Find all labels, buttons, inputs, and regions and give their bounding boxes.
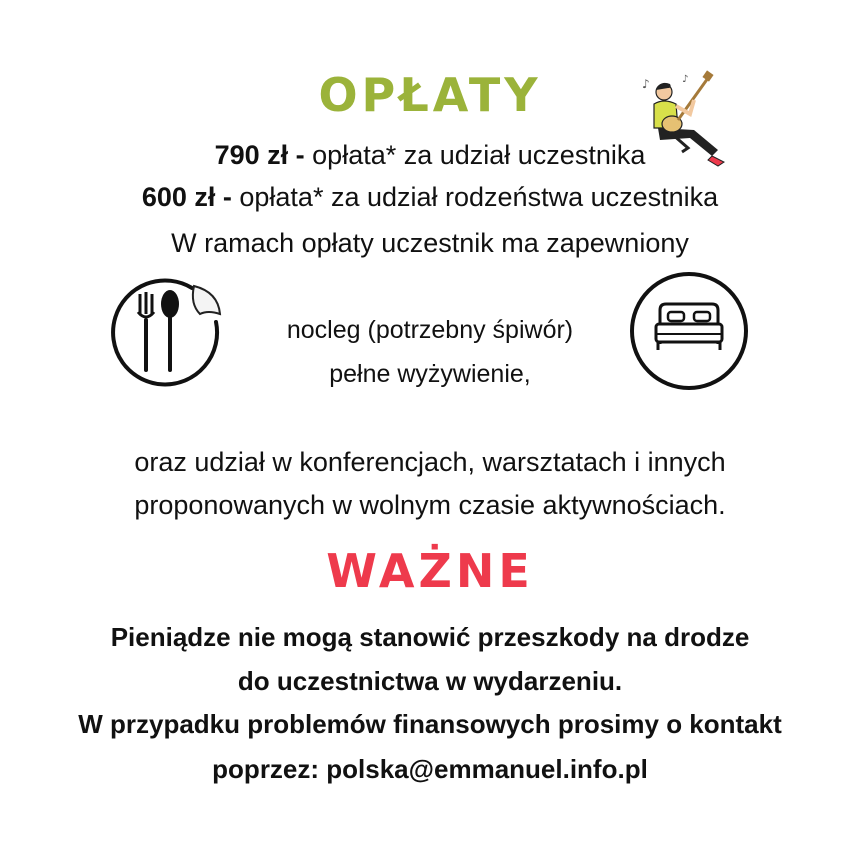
important-line-1: Pieniądze nie mogą stanowić przeszkody na drodze <box>110 622 750 652</box>
participant-fee-description: opłata* za udział uczestnika <box>304 140 646 170</box>
important-title: WAŻNE <box>326 544 534 598</box>
svg-text:♪: ♪ <box>642 77 650 91</box>
fees-title: OPŁATY <box>318 68 542 122</box>
sibling-fee-amount: 600 zł - <box>141 182 232 212</box>
sibling-fee-line <box>0 184 860 211</box>
contact-email-line[interactable]: poprzez: polska@emmanuel.info.pl <box>212 754 648 784</box>
svg-text:♪: ♪ <box>682 74 689 85</box>
important-line-3: W przypadku problemów finansowych prosimy o kontakt <box>78 709 782 739</box>
activities-line-2: proponowanych w wolnym czasie aktywnościach. <box>134 490 726 520</box>
participant-fee-amount: 790 zł - <box>214 140 305 170</box>
important-line-2: do uczestnictwa w wydarzeniu. <box>237 666 623 696</box>
sibling-fee-description: opłata* za udział rodzeństwa uczestnika <box>231 182 719 212</box>
fork-spoon-plate-icon <box>104 270 224 390</box>
bed-icon <box>628 270 750 392</box>
participant-fee-line <box>0 142 860 169</box>
includes-intro: W ramach opłaty uczestnik ma zapewniony <box>171 228 689 258</box>
accommodation-text: nocleg (potrzebny śpiwór) <box>286 316 574 344</box>
activities-line-1: oraz udział w konferencjach, warsztatach i innych <box>134 447 726 477</box>
meals-text: pełne wyżywienie, <box>329 360 531 388</box>
